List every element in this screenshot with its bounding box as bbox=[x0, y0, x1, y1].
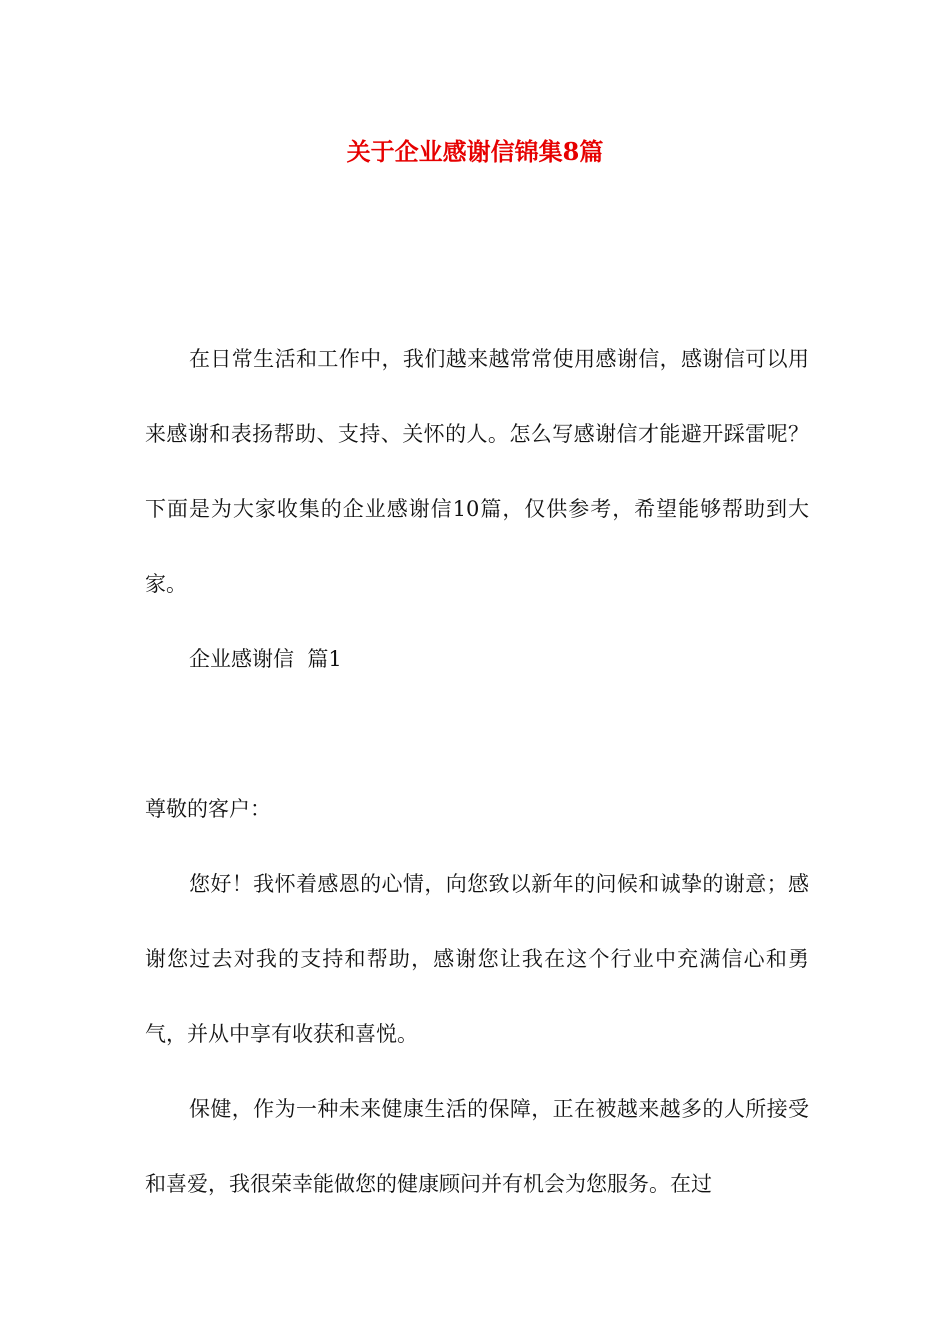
document-body bbox=[145, 322, 809, 1222]
body-paragraph-2: 保健，作为一种未来健康生活的保障，正在被越来越多的人所接受和喜爱，我很荣幸能做您的健康顾问并有机会为您服务。在过 bbox=[145, 1097, 809, 1196]
body-paragraph-1: 您好！我怀着感恩的心情，向您致以新年的问候和诚挚的谢意；感谢您过去对我的支持和帮助，感谢您让我在这个行业中充满信心和勇气，并从中享有收获和喜悦。 bbox=[145, 872, 809, 1046]
document-title: 关于企业感谢信锦集8篇 bbox=[346, 137, 604, 166]
salutation: 尊敬的客户： bbox=[145, 797, 271, 821]
intro-paragraph: 在日常生活和工作中，我们越来越常常使用感谢信，感谢信可以用来感谢和表扬帮助、支持、关怀的人。怎么写感谢信才能避开踩雷呢？下面是为大家收集的企业感谢信10篇，仅供参考，希望能够帮助到大家。 bbox=[145, 347, 809, 596]
section-heading: 企业感谢信 篇1 bbox=[189, 647, 342, 671]
blank-line bbox=[145, 697, 809, 772]
